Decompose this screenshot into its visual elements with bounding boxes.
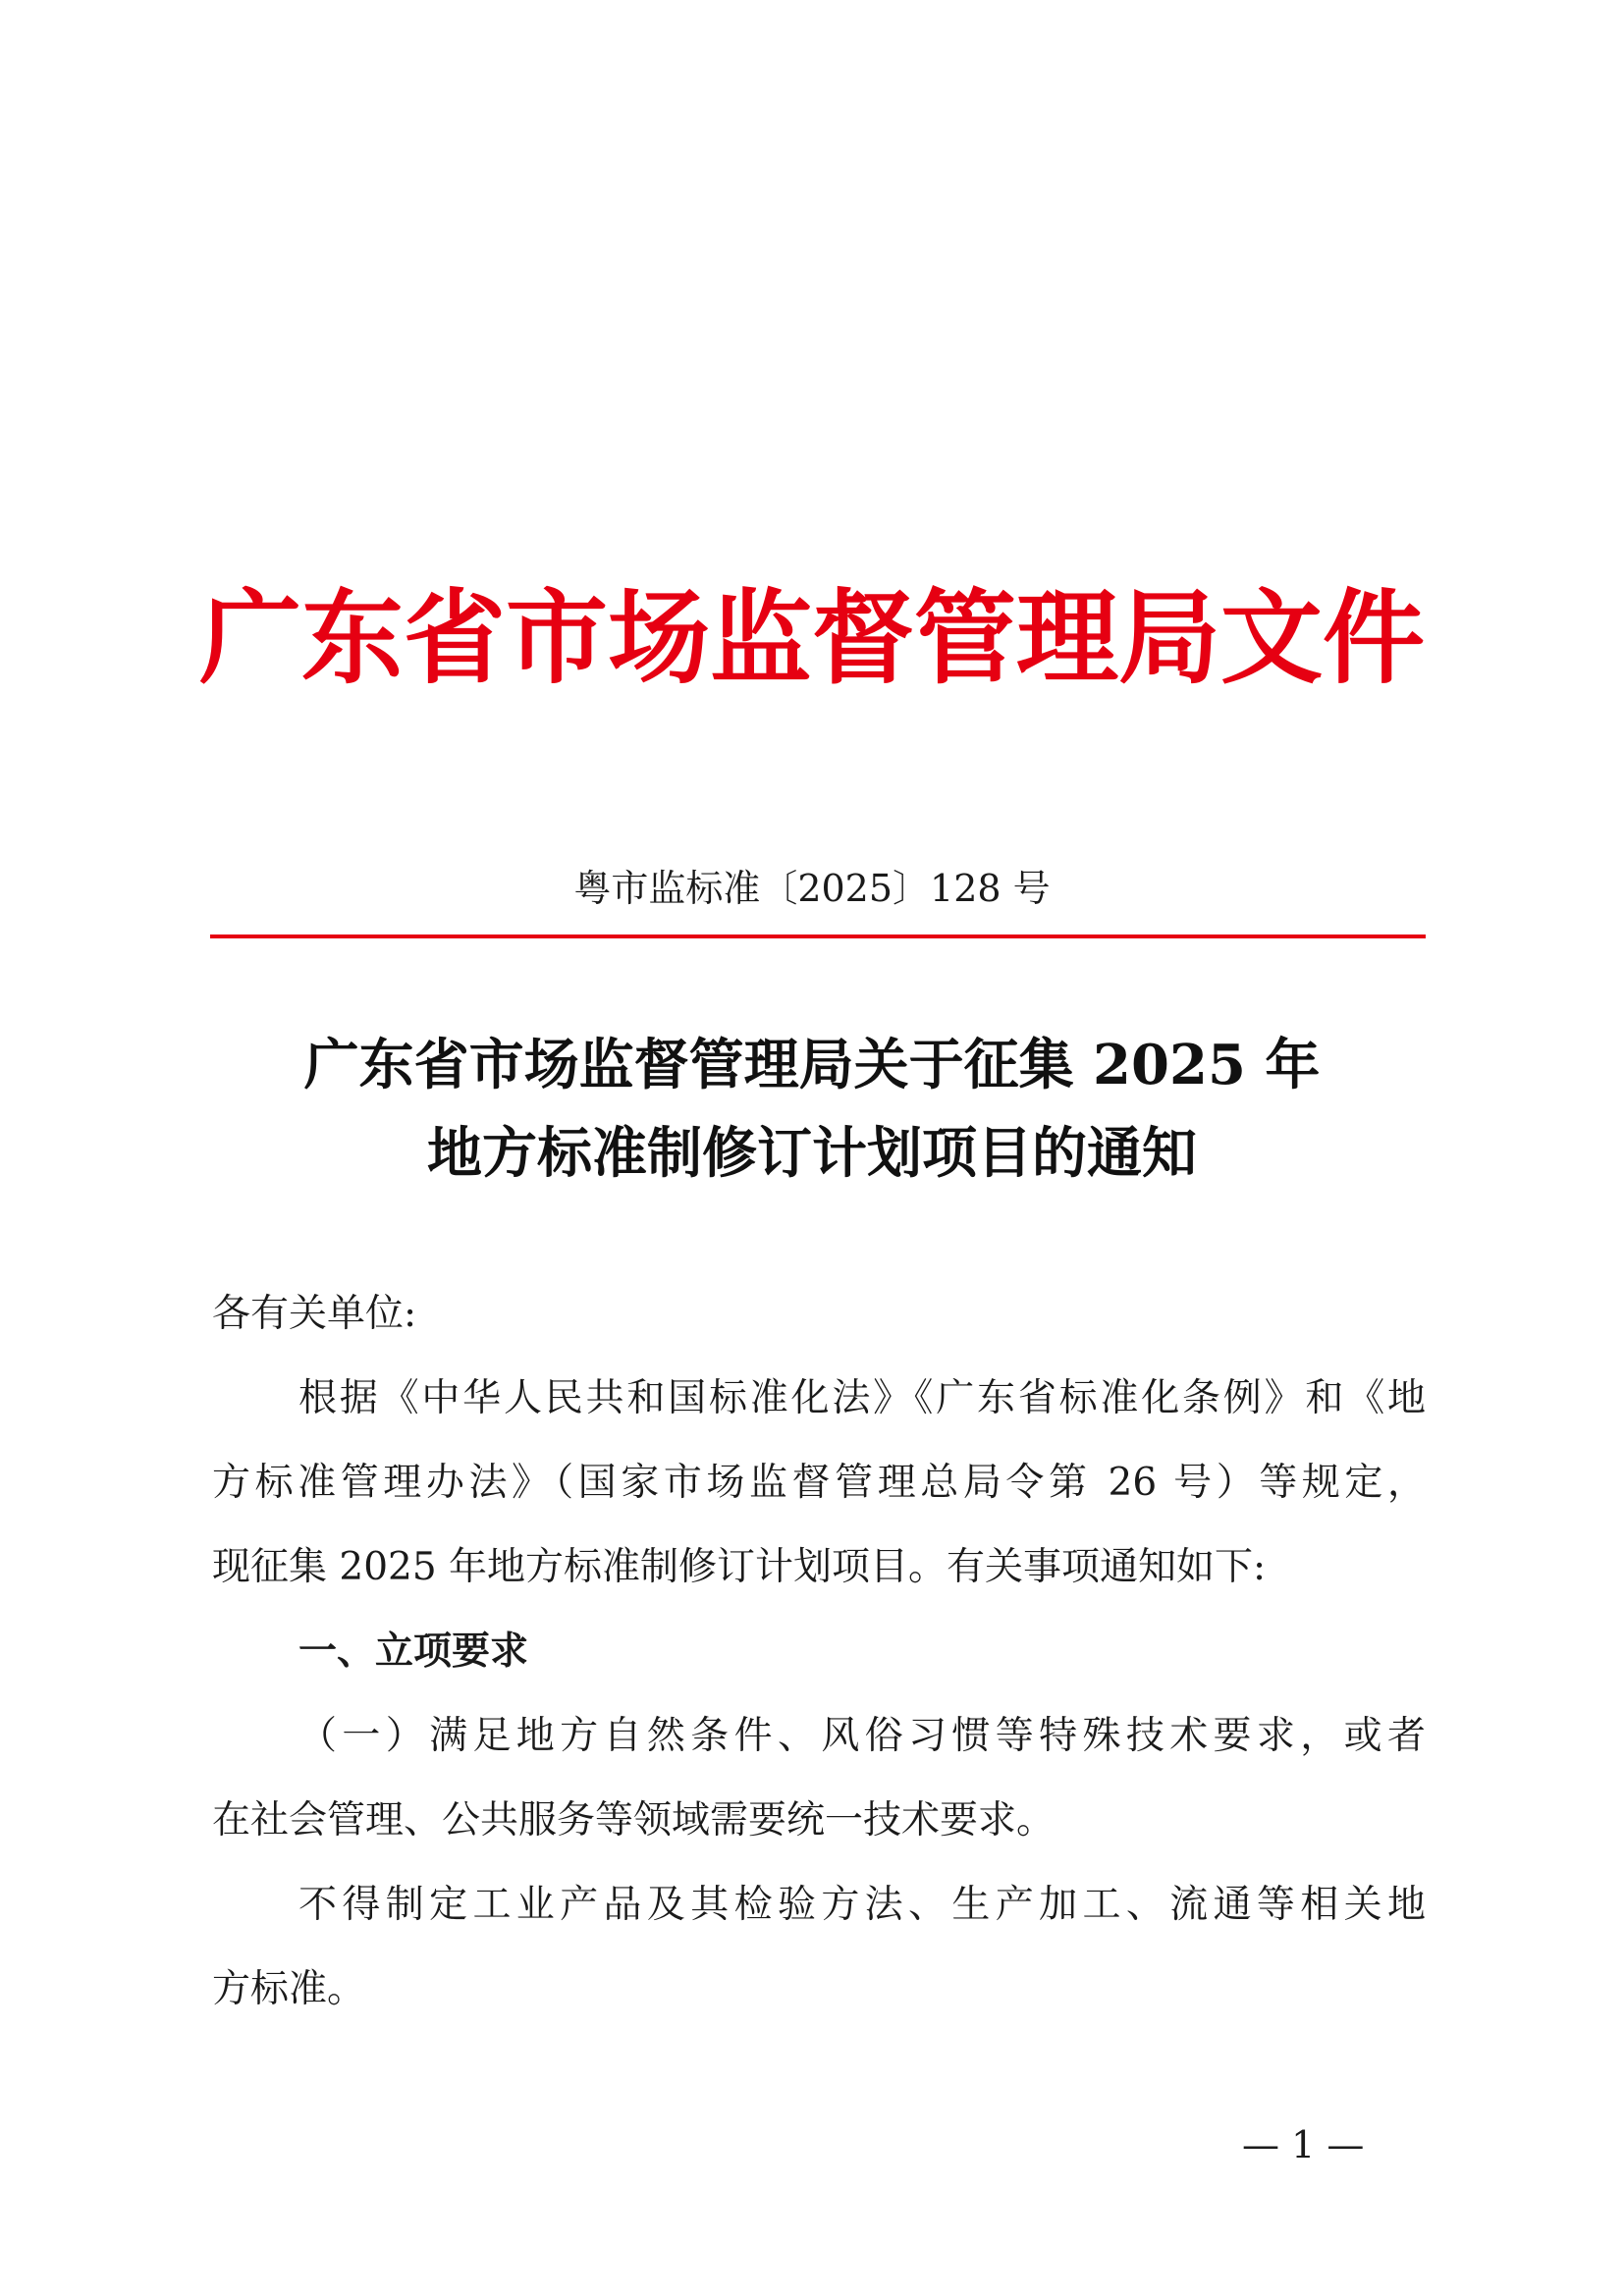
intro-line-2: 方标准管理办法》（国家市场监督管理总局令第 26 号）等规定，: [212, 1461, 1426, 1505]
notice-title-line-2: 地方标准制修订计划项目的通知: [427, 1121, 1197, 1186]
item-1-note-line-2: 方标准。: [212, 1967, 366, 2011]
notice-title-line-1: 广东省市场监督管理局关于征集 2025 年: [303, 1033, 1321, 1097]
notice-body: [212, 1272, 1426, 2032]
page-number: — 1 —: [1242, 2123, 1365, 2166]
section-heading-1: 一、立项要求: [298, 1629, 529, 1674]
salutation: 各有关单位:: [212, 1292, 417, 1336]
issuer-red-header: 广东省市场监督管理局文件: [198, 577, 1425, 698]
intro-line-1: 根据《中华人民共和国标准化法》《广东省标准化条例》和《地: [298, 1376, 1426, 1420]
item-1-note-line-1: 不得制定工业产品及其检验方法、生产加工、流通等相关地: [298, 1883, 1426, 1927]
red-separator-line: [210, 934, 1426, 938]
intro-line-3: 现征集 2025 年地方标准制修订计划项目。有关事项通知如下:: [212, 1545, 1267, 1589]
item-1-line-2: 在社会管理、公共服务等领域需要统一技术要求。: [212, 1798, 1056, 1842]
item-1-line-1: （一）满足地方自然条件、风俗习惯等特殊技术要求，或者: [298, 1714, 1426, 1758]
document-number: 粤市监标准〔2025〕128 号: [573, 867, 1051, 910]
notice-title: [0, 1021, 1624, 1198]
